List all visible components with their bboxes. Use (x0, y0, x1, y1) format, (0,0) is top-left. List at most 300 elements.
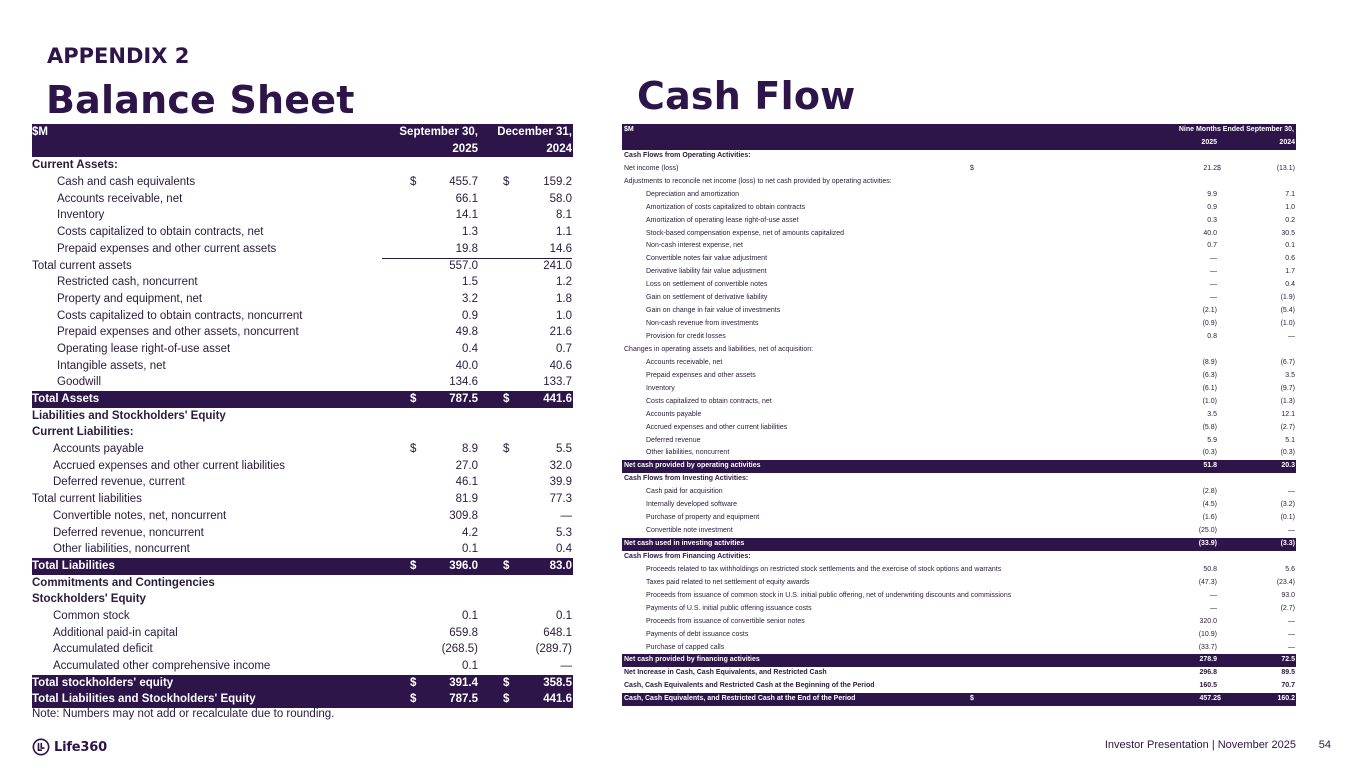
cashflow-row (622, 318, 1296, 331)
balance-value: 0.1 (556, 609, 572, 622)
cashflow-label: Net cash provided by financing activities (624, 656, 760, 664)
balance-row (32, 691, 573, 708)
balance-label: Restricted cash, noncurrent (57, 276, 198, 289)
life360-logo-text: Life360 (54, 739, 107, 755)
cashflow-value: (33.9) (1198, 540, 1217, 547)
balance-row (32, 191, 573, 208)
cashflow-row (622, 486, 1296, 499)
cashflow-row (622, 396, 1296, 409)
balance-label: Deferred revenue, noncurrent (53, 526, 204, 539)
cashflow-value: (1.6) (1202, 514, 1217, 522)
balance-header-year-row (32, 141, 573, 158)
cashflow-value: 1.0 (1285, 203, 1295, 211)
cashflow-label: Prepaid expenses and other assets (646, 371, 756, 379)
cashflow-label: Cash Flows from Financing Activities: (624, 552, 751, 560)
cashflow-value: 3.5 (1285, 371, 1295, 379)
cashflow-currency: $ (1217, 164, 1221, 172)
balance-value: 134.6 (449, 376, 478, 389)
cashflow-row (622, 240, 1296, 253)
footer-text: Investor Presentation | November 2025 (1104, 739, 1296, 751)
balance-currency: $ (503, 443, 510, 456)
cashflow-value: (5.8) (1202, 423, 1217, 431)
balance-row (32, 491, 573, 508)
cashflow-value: 72.5 (1281, 656, 1295, 664)
cashflow-value: 5.9 (1207, 436, 1217, 444)
balance-value: 5.3 (556, 526, 572, 539)
balance-currency: $ (410, 693, 417, 706)
balance-currency: $ (410, 176, 417, 189)
cashflow-label: Accounts payable (646, 410, 702, 418)
cashflow-value: (0.1) (1280, 514, 1295, 522)
cashflow-row (622, 499, 1296, 512)
balance-value: 1.1 (556, 226, 572, 239)
balance-row (32, 424, 573, 441)
balance-label: Total current assets (32, 259, 132, 272)
balance-value: 4.2 (462, 526, 478, 539)
balance-row (32, 458, 573, 475)
cashflow-label: Provision for credit losses (646, 333, 726, 340)
cashflow-row (622, 331, 1296, 344)
cashflow-value: — (1210, 255, 1217, 263)
balance-row (32, 474, 573, 491)
cashflow-value: — (1288, 643, 1295, 651)
balance-label: Goodwill (57, 376, 102, 389)
balance-value: 133.7 (543, 376, 572, 389)
cashflow-label: Taxes paid related to net settlement of equity awards (646, 578, 810, 586)
cashflow-value: 70.7 (1281, 682, 1295, 690)
balance-header-col1: September 30, (399, 126, 478, 138)
cashflow-row (622, 292, 1296, 305)
cashflow-value: — (1210, 268, 1217, 276)
cashflow-label: Purchase of capped calls (646, 643, 725, 651)
cashflow-label: Derivative liability fair value adjustment (646, 268, 767, 276)
cashflow-value: — (1210, 604, 1217, 612)
balance-row (32, 675, 573, 692)
cashflow-label: Cash, Cash Equivalents, and Restricted Cash at the End of the Period (624, 695, 856, 703)
cashflow-value: 51.8 (1203, 462, 1217, 470)
balance-label: Accounts payable (53, 443, 144, 456)
cashflow-label: Inventory (646, 384, 675, 392)
cashflow-value: (25.0) (1198, 527, 1217, 535)
cashflow-label: Payments of debt issuance costs (646, 630, 749, 638)
balance-value: 0.4 (556, 543, 572, 556)
cashflow-label: Depreciation and amortization (646, 190, 739, 198)
balance-sheet-body (32, 157, 573, 708)
balance-row (32, 658, 573, 675)
balance-value: — (560, 509, 572, 522)
cashflow-value: (3.3) (1280, 540, 1295, 547)
cashflow-row (622, 616, 1296, 629)
balance-row (32, 525, 573, 542)
cashflow-value: 0.4 (1285, 281, 1295, 289)
cashflow-row (622, 150, 1296, 163)
balance-currency: $ (410, 393, 417, 405)
balance-value: 83.0 (549, 559, 572, 572)
cashflow-row (622, 422, 1296, 435)
cashflow-row (622, 680, 1296, 693)
balance-row (32, 575, 573, 592)
balance-currency: $ (503, 676, 510, 689)
balance-label: Property and equipment, net (57, 292, 203, 305)
balance-label: Total current liabilities (32, 493, 142, 506)
cashflow-value: 0.8 (1207, 333, 1217, 340)
balance-row (32, 508, 573, 525)
balance-row (32, 241, 573, 258)
balance-currency: $ (503, 393, 510, 405)
cashflow-row (622, 370, 1296, 383)
balance-value: 1.0 (556, 309, 572, 322)
balance-value: 0.1 (462, 609, 478, 622)
balance-sheet-table (32, 124, 573, 708)
cashflow-label: Non-cash interest expense, net (646, 242, 743, 250)
cashflow-label: Convertible notes fair value adjustment (646, 255, 768, 263)
cashflow-value: 0.6 (1285, 255, 1295, 263)
cashflow-value: 0.7 (1207, 242, 1217, 250)
cashflow-header-year2: 2024 (1279, 138, 1295, 146)
balance-currency: $ (503, 693, 510, 706)
balance-label: Prepaid expenses and other current assets (57, 242, 277, 255)
cashflow-value: (2.8) (1202, 488, 1217, 496)
cashflow-row (622, 551, 1296, 564)
balance-row (32, 625, 573, 642)
balance-value: 46.1 (455, 476, 478, 489)
cashflow-row (622, 279, 1296, 292)
balance-row (32, 641, 573, 658)
balance-row (32, 558, 573, 575)
cashflow-value: 457.2 (1199, 695, 1217, 703)
cashflow-value: 320.0 (1199, 617, 1217, 625)
balance-row (32, 291, 573, 308)
balance-value: 27.0 (455, 459, 478, 472)
balance-label: Costs capitalized to obtain contracts, noncurrent (57, 309, 303, 322)
cashflow-value: 7.1 (1285, 190, 1295, 198)
cashflow-row (622, 654, 1296, 667)
balance-header-row (32, 124, 573, 141)
cashflow-value: 93.0 (1281, 591, 1295, 599)
cashflow-label: Cash Flows from Operating Activities: (624, 151, 751, 159)
balance-label: Accounts receivable, net (57, 192, 183, 205)
cashflow-value: (9.7) (1280, 384, 1295, 392)
cashflow-row (622, 344, 1296, 357)
cashflow-label: Proceeds from issuance of common stock in U.S. initial public offering, net of underwriting discounts and commissions (646, 591, 1012, 599)
balance-label: Inventory (57, 209, 105, 222)
balance-value: 455.7 (449, 176, 478, 189)
balance-value: 787.5 (449, 693, 478, 706)
balance-value: 1.5 (462, 276, 478, 289)
cashflow-value: 160.2 (1277, 695, 1295, 703)
balance-header-unit: $M (32, 126, 48, 138)
cashflow-row (622, 228, 1296, 241)
appendix-label: APPENDIX 2 (47, 44, 190, 68)
cashflow-value: (4.5) (1202, 501, 1217, 509)
balance-label: Deferred revenue, current (53, 476, 185, 489)
balance-label: Stockholders' Equity (32, 593, 146, 606)
balance-label: Costs capitalized to obtain contracts, net (57, 226, 264, 239)
cashflow-value: — (1210, 294, 1217, 302)
cashflow-value: (6.7) (1280, 358, 1295, 366)
balance-value: 32.0 (549, 459, 572, 472)
cashflow-row (622, 202, 1296, 215)
balance-row (32, 374, 573, 391)
cashflow-label: Costs capitalized to obtain contracts, net (646, 397, 772, 405)
balance-sheet-title: Balance Sheet (46, 78, 355, 122)
balance-row (32, 274, 573, 291)
balance-label: Current Assets: (32, 159, 118, 172)
balance-row (32, 157, 573, 174)
balance-label: Prepaid expenses and other assets, noncurrent (57, 326, 299, 339)
cashflow-row (622, 473, 1296, 486)
cashflow-value: (47.3) (1198, 578, 1217, 586)
cashflow-currency: $ (970, 164, 974, 172)
cashflow-value: — (1288, 617, 1295, 625)
cashflow-label: Non-cash revenue from investments (646, 320, 759, 328)
cashflow-row (622, 189, 1296, 202)
cashflow-label: Payments of U.S. initial public offering issuance costs (646, 604, 812, 612)
balance-value: 8.9 (462, 443, 478, 456)
cashflow-row (622, 693, 1296, 706)
cashflow-value: 278.9 (1199, 656, 1217, 664)
cashflow-value: (2.7) (1280, 604, 1295, 612)
cashflow-value: — (1288, 333, 1295, 340)
balance-label: Intangible assets, net (57, 359, 166, 372)
balance-row (32, 608, 573, 625)
balance-value: 648.1 (543, 626, 572, 639)
balance-currency: $ (503, 559, 510, 572)
cashflow-value: 20.3 (1281, 462, 1295, 470)
cashflow-value: — (1210, 591, 1217, 599)
balance-label: Total Liabilities and Stockholders' Equity (32, 693, 256, 706)
balance-label: Commitments and Contingencies (32, 576, 215, 589)
cashflow-label: Cash paid for acquisition (646, 488, 723, 496)
cashflow-label: Cash Flows from Investing Activities: (624, 475, 749, 483)
page-number: 54 (1318, 739, 1331, 751)
balance-value: 441.6 (543, 393, 572, 405)
cashflow-label: Deferred revenue (646, 436, 701, 444)
cashflow-value: (6.3) (1202, 371, 1217, 379)
cashflow-value: (8.9) (1202, 358, 1217, 366)
balance-label: Total stockholders' equity (32, 676, 174, 689)
balance-label: Convertible notes, net, noncurrent (53, 509, 227, 522)
balance-value: — (560, 660, 572, 672)
cashflow-row (622, 383, 1296, 396)
balance-value: 14.6 (549, 242, 572, 255)
balance-value: 396.0 (449, 559, 478, 572)
balance-row (32, 391, 573, 408)
cashflow-row (622, 409, 1296, 422)
balance-header-year1: 2025 (452, 142, 478, 155)
cashflow-value: 1.7 (1285, 268, 1295, 276)
cashflow-label: Loss on settlement of convertible notes (646, 281, 768, 289)
balance-value: 309.8 (449, 509, 478, 522)
cashflow-label: Other liabilities, noncurrent (646, 449, 730, 457)
balance-value: 391.4 (449, 676, 478, 689)
cashflow-row (622, 176, 1296, 189)
cashflow-value: (10.9) (1198, 630, 1217, 638)
balance-value: 0.9 (462, 309, 478, 322)
cashflow-value: (2.1) (1202, 307, 1217, 315)
cashflow-value: (33.7) (1198, 643, 1217, 651)
balance-row (32, 207, 573, 224)
cashflow-row (622, 577, 1296, 590)
balance-value: 1.3 (462, 226, 478, 239)
balance-currency: $ (410, 443, 417, 456)
balance-row (32, 174, 573, 191)
cashflow-row (622, 642, 1296, 655)
balance-row (32, 224, 573, 241)
balance-value: 358.5 (543, 676, 572, 689)
cashflow-value: 0.2 (1285, 216, 1295, 224)
balance-label: Current Liabilities: (32, 426, 134, 439)
balance-currency: $ (410, 559, 417, 572)
cashflow-value: 9.9 (1207, 190, 1217, 198)
balance-label: Additional paid-in capital (53, 626, 178, 639)
balance-value: 19.8 (455, 242, 478, 255)
cashflow-label: Accrued expenses and other current liabilities (646, 423, 788, 431)
balance-value: 557.0 (449, 259, 478, 272)
balance-value: 8.1 (556, 209, 572, 222)
cashflow-value: 12.1 (1281, 410, 1295, 418)
total-current-assets-rule (382, 258, 572, 259)
cashflow-value: 296.8 (1199, 669, 1217, 677)
cashflow-row (622, 305, 1296, 318)
cashflow-row (622, 460, 1296, 473)
balance-label: Total Assets (32, 393, 100, 405)
cashflow-label: Amortization of costs capitalized to obtain contracts (646, 203, 806, 211)
balance-value: 0.7 (556, 342, 572, 355)
balance-row (32, 591, 573, 608)
cashflow-value: (2.7) (1280, 423, 1295, 431)
cashflow-label: Changes in operating assets and liabilities, net of acquisition: (624, 345, 814, 353)
balance-value: 3.2 (462, 292, 478, 305)
cashflow-value: (0.9) (1202, 320, 1217, 328)
cashflow-value: (23.4) (1276, 578, 1295, 586)
cashflow-row (622, 447, 1296, 460)
cashflow-row (622, 253, 1296, 266)
balance-label: Accrued expenses and other current liabilities (53, 459, 286, 472)
balance-value: 1.8 (556, 292, 572, 305)
cashflow-header-year-row (622, 137, 1296, 150)
cashflow-value: 0.9 (1207, 203, 1217, 211)
balance-value: (289.7) (535, 643, 572, 656)
cashflow-value: (5.4) (1280, 307, 1295, 315)
balance-value: 5.5 (556, 443, 572, 456)
balance-value: 14.1 (455, 209, 478, 222)
balance-value: 241.0 (543, 259, 572, 272)
balance-currency: $ (410, 676, 417, 689)
life360-logo (32, 738, 107, 756)
cashflow-label: Net cash used in investing activities (624, 540, 745, 547)
cashflow-value: 3.5 (1207, 410, 1217, 418)
balance-value: 66.1 (455, 192, 478, 205)
balance-label: Operating lease right-of-use asset (57, 342, 231, 355)
cashflow-value: (3.2) (1280, 501, 1295, 509)
cashflow-value: — (1288, 488, 1295, 496)
cashflow-label: Net Increase in Cash, Cash Equivalents, and Restricted Cash (624, 669, 827, 677)
cashflow-value: (1.0) (1202, 397, 1217, 405)
balance-label: Liabilities and Stockholders' Equity (32, 409, 226, 422)
cashflow-value: (1.0) (1280, 320, 1295, 328)
cashflow-label: Gain on settlement of derivative liability (646, 294, 768, 302)
balance-value: 659.8 (449, 626, 478, 639)
cashflow-label: Proceeds related to tax withholdings on restricted stock settlements and the exercise of stock options and warrants (646, 565, 1002, 573)
balance-value: 0.1 (462, 660, 478, 672)
cashflow-label: Gain on change in fair value of investments (646, 307, 781, 315)
balance-row (32, 324, 573, 341)
balance-value: 0.4 (462, 342, 478, 355)
cashflow-row (622, 435, 1296, 448)
balance-header-year2: 2024 (546, 142, 572, 155)
rounding-note: Note: Numbers may not add or recalculate due to rounding. (32, 708, 335, 720)
cashflow-value: (1.3) (1280, 397, 1295, 405)
cashflow-label: Accounts receivable, net (646, 358, 723, 366)
cashflow-label: Cash, Cash Equivalents and Restricted Cash at the Beginning of the Period (624, 682, 875, 690)
balance-label: Total Liabilities (32, 559, 115, 572)
cashflow-header-row (622, 124, 1296, 137)
balance-value: 49.8 (455, 326, 478, 339)
balance-value: 81.9 (455, 493, 478, 506)
balance-label: Accumulated other comprehensive income (53, 660, 271, 672)
balance-value: 1.2 (556, 276, 572, 289)
cashflow-label: Net cash provided by operating activities (624, 462, 761, 470)
cash-flow-table (622, 124, 1296, 706)
cashflow-value: (6.1) (1202, 384, 1217, 392)
balance-header-col2: December 31, (497, 126, 572, 138)
cashflow-value: — (1210, 281, 1217, 289)
cashflow-value: 50.8 (1203, 565, 1217, 573)
cashflow-label: Adjustments to reconcile net income (loss) to net cash provided by operating activities: (624, 177, 892, 185)
balance-label: Cash and cash equivalents (57, 176, 196, 189)
cashflow-label: Internally developed software (646, 501, 738, 509)
balance-value: 77.3 (549, 493, 572, 506)
cashflow-value: 21.2 (1203, 164, 1217, 172)
cashflow-row (622, 512, 1296, 525)
cashflow-row (622, 564, 1296, 577)
balance-row (32, 441, 573, 458)
cashflow-row (622, 667, 1296, 680)
cashflow-label: Purchase of property and equipment (646, 514, 760, 522)
cashflow-currency: $ (1217, 695, 1221, 703)
balance-row (32, 408, 573, 425)
balance-value: 441.6 (543, 693, 572, 706)
cashflow-value: (0.3) (1280, 449, 1295, 457)
balance-value: 40.0 (455, 359, 478, 372)
balance-value: 159.2 (543, 176, 572, 189)
cashflow-value: — (1288, 527, 1295, 535)
cashflow-row (622, 603, 1296, 616)
cashflow-value: 5.1 (1285, 436, 1295, 444)
balance-value: 40.6 (549, 359, 572, 372)
cashflow-value: 0.1 (1285, 242, 1295, 250)
cashflow-header-year1: 2025 (1201, 138, 1217, 146)
life360-logo-icon (32, 738, 50, 756)
cashflow-value: 5.6 (1285, 565, 1295, 573)
balance-label: Accumulated deficit (53, 643, 153, 656)
cashflow-currency: $ (970, 695, 974, 703)
cashflow-row (622, 538, 1296, 551)
cashflow-label: Amortization of operating lease right-of-use asset (646, 216, 799, 224)
cashflow-row (622, 357, 1296, 370)
balance-label: Common stock (53, 609, 130, 622)
cashflow-value: (1.9) (1280, 294, 1295, 302)
cashflow-header-period: Nine Months Ended September 30, (1178, 126, 1294, 133)
cashflow-label: Net income (loss) (624, 164, 679, 172)
balance-value: 787.5 (449, 393, 478, 405)
cashflow-value: 160.5 (1199, 682, 1217, 690)
cashflow-row (622, 215, 1296, 228)
cashflow-row (622, 163, 1296, 176)
cashflow-value: 30.5 (1281, 229, 1295, 237)
cashflow-value: (0.3) (1202, 449, 1217, 457)
